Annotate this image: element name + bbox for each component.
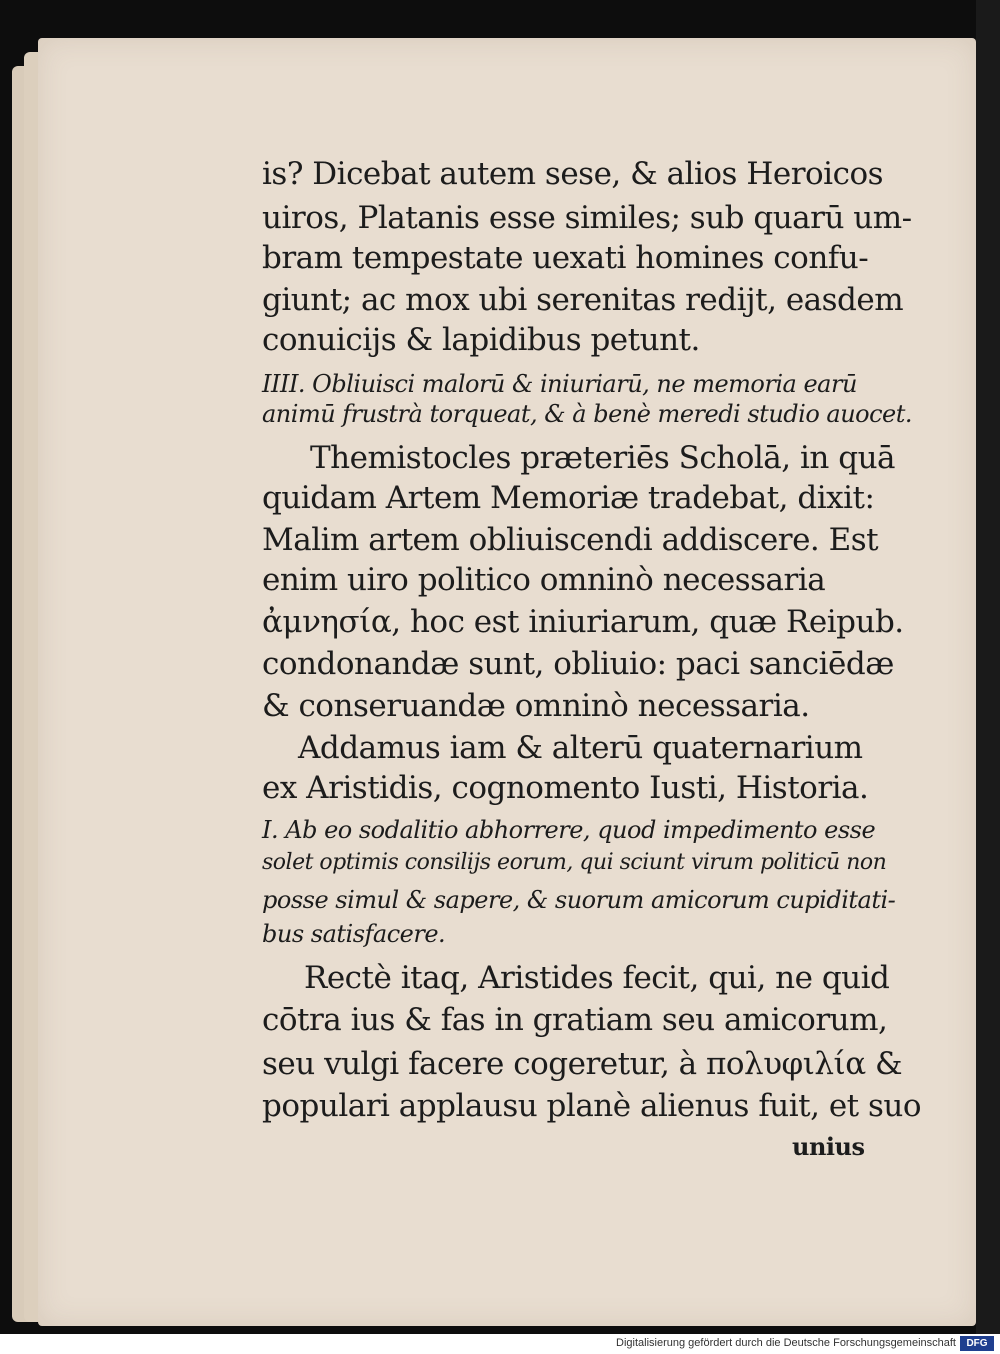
text-line: is? Dicebat autem sese, & alios Heroicos (262, 156, 884, 192)
text-line: & conseruandæ omninò necessaria. (262, 688, 810, 724)
text-line: condonandæ sunt, obliuio: paci sanciēdæ (262, 646, 894, 682)
funding-note: Digitalisierung gefördert durch die Deutsche Forschungsgemeinschaft (616, 1337, 956, 1349)
text-line: bus satisfacere. (262, 920, 446, 948)
dfg-logo: DFG (960, 1336, 994, 1351)
page-text (262, 0, 922, 1334)
text-line: solet optimis consilijs eorum, qui sciunt virum politicū non (262, 850, 887, 875)
text-line: populari applausu planè alienus fuit, et suo (262, 1088, 922, 1124)
text-line: I. Ab eo sodalitio abhorrere, quod impedimento esse (262, 816, 876, 844)
text-line: conuicijs & lapidibus petunt. (262, 322, 700, 358)
text-line: enim uiro politico omninò necessaria (262, 562, 826, 598)
scan-edge (976, 0, 1000, 1334)
footer-bar (0, 1334, 1000, 1354)
text-line: Malim artem obliuiscendi addiscere. Est (262, 522, 879, 558)
text-line: Rectè itaq, Aristides fecit, qui, ne quid (304, 960, 890, 996)
catchword: unius (792, 1132, 865, 1161)
text-line: cōtra ius & fas in gratiam seu amicorum, (262, 1002, 888, 1038)
text-line: ἀμνησία, hoc est iniuriarum, quæ Reipub. (262, 604, 904, 640)
text-line: IIII. Obliuisci malorū & iniuriarū, ne memoria earū (262, 370, 857, 398)
text-line: posse simul & sapere, & suorum amicorum cupiditati- (262, 886, 896, 914)
text-line: seu vulgi facere cogeretur, à πολυφιλία & (262, 1046, 903, 1082)
text-line: bram tempestate uexati homines confu- (262, 240, 869, 276)
text-line: quidam Artem Memoriæ tradebat, dixit: (262, 480, 875, 516)
text-line: Addamus iam & alterū quaternarium (298, 730, 863, 766)
text-line: giunt; ac mox ubi serenitas redijt, easdem (262, 282, 904, 318)
text-line: uiros, Platanis esse similes; sub quarū um- (262, 200, 912, 236)
text-line: ex Aristidis, cognomento Iusti, Historia. (262, 770, 869, 806)
text-line: animū frustrà torqueat, & à benè meredi studio auocet. (262, 400, 913, 428)
text-line: Themistocles præteriēs Scholā, in quā (310, 440, 896, 476)
